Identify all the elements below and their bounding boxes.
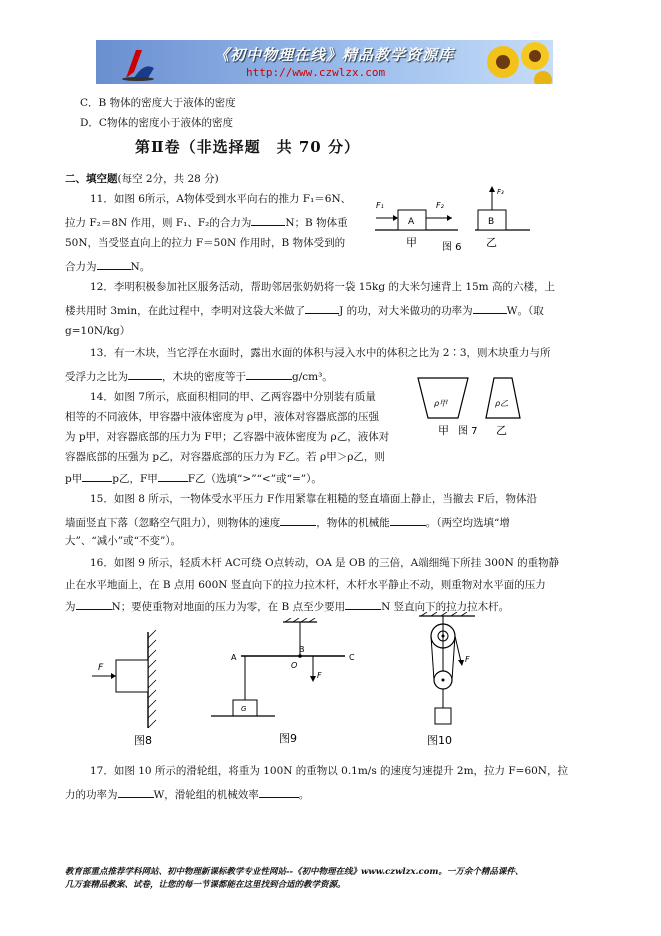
- q15-text-b: ，物体的机械能: [316, 517, 390, 529]
- fig6-arrowhead-f1: [393, 215, 398, 221]
- fig7-label-yi: 乙: [496, 424, 507, 437]
- q13-line1: 13．有一木块，当它浮在水面时，露出水面的体积与浸入水中的体积之比为 2∶3，则木块重力与所: [90, 347, 551, 359]
- figure-8: [90, 628, 180, 748]
- q14-blank-2: [158, 470, 188, 482]
- q16-line1: 16．如图 9 所示，轻质木杆 AC可绕 O点转动，OA 是 OB 的三倍，A端细绳下所挂 300N 的重物静: [90, 557, 560, 569]
- fig6-label-f1: F₁: [376, 201, 384, 210]
- q12-text-c: W。（取: [506, 305, 544, 317]
- q15-line2: [65, 514, 510, 530]
- fig7-label-jia: 甲: [438, 424, 449, 437]
- q16-blank-2: [345, 598, 381, 610]
- q14-blank-1: [82, 470, 112, 482]
- q12-blank-2: [473, 302, 507, 314]
- q17-line1: 17．如图 10 所示的滑轮组，将重为 100N 的重物以 0.1m/s 的速度匀速提升 2m，拉力 F=60N，拉: [90, 765, 568, 777]
- q17-blank-2: [259, 786, 299, 798]
- banner-url: http://www.czwlzx.com: [246, 66, 386, 79]
- fig9-label-f: F: [317, 671, 322, 680]
- figure-9: [205, 618, 370, 748]
- figure-10: [415, 612, 485, 750]
- option-c: C．B 物体的密度大于液体的密度: [80, 97, 236, 109]
- fig10-rope-free: [455, 636, 461, 662]
- q13-text-a: 受浮力之比为: [65, 371, 128, 383]
- fig9-label-g: G: [241, 705, 247, 713]
- fig9-label-c: C: [349, 653, 355, 662]
- option-d: D．C物体的密度小于液体的密度: [80, 117, 233, 129]
- q11-text-c: 合力为: [65, 261, 97, 273]
- fig6-label-f3: F₃: [497, 188, 504, 196]
- fig6-label-f2: F₂: [436, 201, 444, 210]
- q13-text-b: ，木块的密度等于: [162, 371, 246, 383]
- sunflower-image: [481, 40, 553, 84]
- q16-text-a: 为: [65, 601, 76, 613]
- q11-line4: [65, 258, 150, 274]
- q12-line3: g=10N/kg）: [65, 325, 131, 337]
- fig8-block: [116, 660, 148, 692]
- footer-line2: 几万套精品教案、试卷，让您的每一节课都能在这里找到合适的教学资源。: [65, 880, 346, 890]
- q15-text-a: 墙面竖直下落（忽略空气阻力），则物体的速度: [65, 517, 281, 529]
- fig6-label-jia: 甲: [406, 236, 417, 249]
- banner-title: 《初中物理在线》精品教学资源库: [214, 46, 455, 64]
- part2-heading: [65, 172, 219, 186]
- fig10-arrowhead-f: [458, 660, 464, 666]
- q12-line2: [65, 302, 544, 318]
- q12-text-a: 楼共用时 3min，在此过程中，李明对这袋大米做了: [65, 305, 306, 317]
- fig7-rho-yi: ρ乙: [495, 399, 509, 408]
- q14-line1: 14．如图 7所示，底面积相同的甲、乙两容器中分别装有质量: [90, 391, 376, 403]
- fig10-weight: [435, 708, 451, 724]
- q17-text-a: 力的功率为: [65, 789, 118, 801]
- header-banner: [96, 40, 553, 84]
- q14-text-a: p甲: [65, 473, 83, 485]
- q17-blank-1: [118, 786, 154, 798]
- q11-line1: 11．如图 6所示，A物体受到水平向右的推力 F₁＝6N、: [90, 193, 352, 205]
- section-heading: 第Ⅱ卷（非选择题 共 70 分）: [135, 138, 360, 156]
- q12-line1: 12．李明积极参加社区服务活动，帮助邻居张奶奶将一袋 15kg 的大米匀速背上 15m 高的六楼，上: [90, 281, 555, 293]
- q17-line2: [65, 786, 309, 802]
- q15-line1: 15．如图 8 所示，一物体受水平压力 F作用紧靠在粗糙的竖直墙面上静止，当撤去 F后，物体沿: [90, 493, 537, 505]
- fig9-caption: 图9: [279, 732, 297, 745]
- q16-blank-1: [76, 598, 112, 610]
- q15-text-c: 。（两空均选填“增: [425, 517, 510, 529]
- q13-text-c: g/cm³。: [292, 371, 333, 383]
- fig6-caption: 图 6: [442, 242, 462, 253]
- q11-text-b: N；B 物体重: [285, 217, 348, 229]
- q15-blank-1: [280, 514, 316, 526]
- q14-line2: 相等的不同液体，甲容器中液体密度为 ρ甲，液体对容器底部的压强: [65, 411, 380, 423]
- fig9-label-b: B: [299, 645, 305, 654]
- figure-6: [370, 180, 535, 255]
- q15-line3: 大”、“减小”或“不变”）。: [65, 535, 182, 547]
- q11-text-a: 拉力 F₂＝8N 作用，则 F₁、F₂的合力为: [65, 217, 252, 229]
- fig6-arrowhead-f2: [447, 215, 452, 221]
- fig8-arrowhead-f: [111, 673, 116, 679]
- fig6-arrowhead-f3: [489, 186, 495, 192]
- q15-blank-2: [390, 514, 426, 526]
- part2-note: (每空 2分，共 28 分): [117, 173, 219, 185]
- q14-line5: [65, 470, 322, 486]
- fig8-label-f: F: [98, 663, 104, 673]
- fig6-label-b: B: [488, 217, 495, 227]
- q14-line3: 为 p甲，对容器底部的压力为 F甲；乙容器中液体密度为 ρ乙，液体对: [65, 431, 390, 443]
- fig9-label-o: O: [291, 661, 298, 670]
- fig7-container-jia: [418, 378, 468, 418]
- footer-line1: 教育部重点推荐学科网站、初中物理新课标教学专业性网站--《初中物理在线》www.czwlzx.com。一万余个精品课件、: [65, 867, 524, 877]
- fig7-caption: 图 7: [458, 426, 478, 437]
- q16-text-b: N；要使重物对地面的压力为零，在 B 点至少要用: [111, 601, 346, 613]
- q17-text-b: W，滑轮组的机械效率: [153, 789, 259, 801]
- q13-blank-1: [128, 368, 162, 380]
- fig8-wall-hatch: [148, 630, 156, 728]
- q14-text-c: F乙（选填“>”“<”或“=”）。: [187, 473, 322, 485]
- fig10-movable-axle: [442, 679, 445, 682]
- q14-text-b: p乙，F甲: [112, 473, 158, 485]
- fig7-rho-jia: ρ甲: [434, 399, 448, 408]
- q11-blank-2: [97, 258, 131, 270]
- q13-line2: [65, 368, 333, 384]
- q12-blank-1: [305, 302, 339, 314]
- fig9-label-a: A: [231, 653, 237, 662]
- part2-label: 二、填空题: [65, 173, 118, 185]
- site-logo: [118, 44, 158, 82]
- fig6-label-a: A: [408, 217, 415, 227]
- fig8-caption: 图8: [134, 734, 152, 747]
- fig9-arrowhead-f: [310, 676, 316, 682]
- fig6-label-yi: 乙: [486, 236, 497, 249]
- q17-text-c: 。: [298, 789, 310, 801]
- fig10-caption: 图10: [427, 734, 452, 747]
- figure-7: [410, 374, 530, 444]
- q11-line3: 50N，当受竖直向上的拉力 F＝50N 作用时，B 物体受到的: [65, 237, 346, 249]
- q11-text-d: N。: [130, 261, 151, 273]
- q11-line2: [65, 214, 348, 230]
- q12-text-b: J 的功，对大米做功的功率为: [339, 305, 473, 317]
- fig10-label-f: F: [465, 655, 470, 664]
- q14-line4: 容器底部的压强为 p乙，对容器底部的压力为 F乙。若 ρ甲＞ρ乙，则: [65, 451, 385, 463]
- q11-blank-1: [251, 214, 285, 226]
- q16-text-c: N 竖直向下的拉力拉木杆。: [381, 601, 510, 613]
- q13-blank-2: [246, 368, 292, 380]
- fig7-container-yi: [486, 378, 520, 418]
- q16-line2: 止在水平地面上，在 B 点用 600N 竖直向下的拉力拉木杆，木杆水平静止不动，则重物对水平面的压力: [65, 579, 546, 591]
- fig9-pivot: [298, 654, 302, 658]
